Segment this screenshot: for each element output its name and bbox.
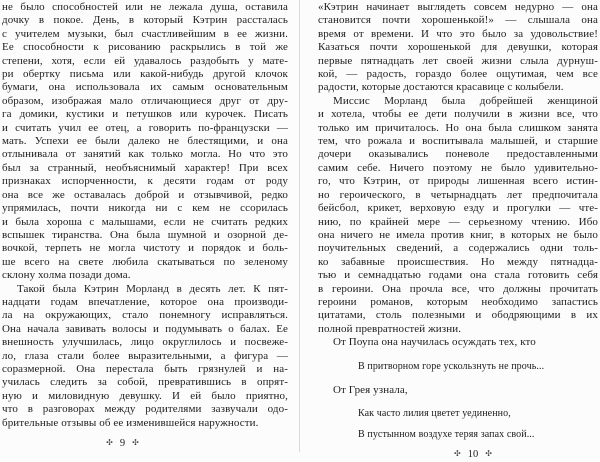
text-line: время от времени. И что это было за удовольствие! bbox=[318, 27, 598, 40]
text-line: но героического, в четырнадцать лет предпочитала bbox=[318, 188, 598, 201]
text-line: ную и миловидную девушку. И ей было приятно, bbox=[2, 389, 288, 402]
text-line: Ее способности к рисованию раскрылись в той же bbox=[2, 41, 288, 54]
text-line: степени, хотя, если ей удавалось раздобыть у мате- bbox=[2, 54, 288, 67]
text-line: го, что Кэтрин, от природы лишенная всего истин- bbox=[318, 175, 598, 188]
text-line: брительные отзывы об ее изменившейся наружности. bbox=[2, 416, 259, 429]
text-line: становится почти хорошенькой!» — слышала она bbox=[318, 14, 598, 27]
text-line: ко забавные происшествия. Но между пятнадца- bbox=[318, 255, 598, 268]
page-number-right: 10 bbox=[467, 448, 479, 460]
text-line: Как часто лилия цветет уединенно, bbox=[358, 407, 511, 419]
text-line: радости, которые достаются красавице с колыбели. bbox=[318, 81, 564, 94]
text-line: героини романов, которым необходимо запастись bbox=[318, 295, 598, 308]
text-line: От Поупа она научилась осуждать тех, кто bbox=[333, 336, 536, 349]
text-line: Она начала завивать волосы и подумывать о балах. Ее bbox=[2, 322, 288, 335]
fleuron-right-icon: ✣ bbox=[485, 448, 492, 458]
page-left bbox=[0, 0, 299, 452]
text-line: и хотела, чтобы ее дети получили в жизни все, что bbox=[318, 108, 598, 121]
text-line: Казаться почти хорошенькой для девушки, которая bbox=[318, 41, 598, 54]
text-line: образом, изображая мало отличающиеся друг от дру- bbox=[2, 94, 288, 107]
text-line: Такой была Кэтрин Морланд в десять лет. К пят- bbox=[17, 282, 288, 295]
page-right bbox=[300, 0, 600, 460]
text-line: ри обертку письма или какой-нибудь другой клочок bbox=[2, 68, 288, 81]
text-line: упрямилась, почти никогда ни с кем не ссорилась bbox=[2, 202, 288, 215]
text-line: цитатами, столь полезными и ободряющими в их bbox=[318, 309, 598, 322]
text-line: в героини. Она прочла все, что должны прочитать bbox=[318, 282, 598, 295]
text-line: первые пятнадцать лет своей жизни слыла дурнуш- bbox=[318, 54, 598, 67]
text-line: соразмерной. Она перестала быть грязнулей и на- bbox=[2, 362, 288, 375]
page-left-footer bbox=[0, 437, 272, 451]
text-line: был за странный, необъяснимый характер! При всех bbox=[2, 161, 288, 174]
fleuron-left-icon: ✣ bbox=[106, 438, 113, 447]
text-line: ше всего на свете любила скатываться по зеленому bbox=[2, 255, 288, 268]
text-line: В притворном горе ускользнуть не прочь... bbox=[358, 360, 545, 372]
text-line: дочери оказывались поневоле предоставленными bbox=[318, 148, 598, 161]
text-line: мать. Успехи ее были далеко не блестящими, и она bbox=[2, 135, 288, 148]
text-line: кой, — радость, гораздо более ощутимая, чем все bbox=[318, 68, 598, 81]
text-line: бейсбол, крикет, верховую езду и прогулки — чте- bbox=[318, 202, 598, 215]
text-line: тью и семнадцатью годами она стала готовить себя bbox=[318, 269, 598, 282]
fleuron-right-icon: ✣ bbox=[132, 438, 139, 447]
text-line: признаках испорченности, к десяти годам от роду bbox=[2, 175, 288, 188]
page-left-text bbox=[2, 0, 288, 430]
text-line: с учителем музыки, был счастливейшим в ее жизни. bbox=[2, 27, 288, 40]
page-right-footer bbox=[323, 448, 600, 462]
text-line: га домики, кустики и петушков или курочек. Писать bbox=[2, 108, 288, 121]
text-line: полной превратностей жизни. bbox=[318, 322, 462, 335]
page-right-text bbox=[318, 0, 598, 441]
text-line: и была хороша с малышами, если не считать редких bbox=[2, 215, 288, 228]
text-line: не было способностей или не лежала душа, оставила bbox=[2, 1, 288, 13]
text-line: тем, что рожала и воспитывала малышей, и старшие bbox=[318, 135, 598, 148]
text-line: дочку в покое. День, в который Кэтрин рассталась bbox=[2, 14, 288, 27]
text-line: Миссис Морланд была добрейшей женщиной bbox=[333, 94, 598, 107]
text-line: бумаги, она использовала их самым основательным bbox=[2, 81, 288, 94]
text-line: склону холма позади дома. bbox=[2, 269, 131, 282]
text-line: и считать учил ее отец, а говорить по-французски — bbox=[2, 121, 288, 134]
text-line: вспышек тиранства. Она была шумной и озорной де- bbox=[2, 228, 288, 241]
text-line: ла на окружающих, стало понемногу исправляться. bbox=[2, 309, 288, 322]
text-line: ло, глаза стали более выразительными, а фигура — bbox=[2, 349, 288, 362]
fleuron-left-icon: ✣ bbox=[454, 448, 461, 458]
text-line: что в разговорах между родителями зазвучали одо- bbox=[2, 403, 288, 416]
text-line: нию, по крайней мере — серьезному чтению. Ибо bbox=[318, 215, 598, 228]
text-line: надцати годам впечатление, которое она производи- bbox=[2, 295, 288, 308]
text-line: внешность улучшилась, лицо округлилось и посвеже- bbox=[2, 336, 288, 349]
text-line: От Грея узнала, bbox=[333, 383, 408, 396]
text-line: только им причиталось. Но она была слишком занята bbox=[318, 121, 598, 134]
text-line: она все же оставалась доброй и отзывчивой, редко bbox=[2, 188, 288, 201]
page-number-left: 9 bbox=[119, 438, 126, 449]
text-line: вочкой, терпеть не могла чистоту и порядок и боль- bbox=[2, 242, 288, 255]
text-line: отлынивала от занятий как только могла. Но что это bbox=[2, 148, 288, 161]
text-line: поучительных сведений, а содержались одни толь- bbox=[318, 242, 598, 255]
text-line: училась следить за собой, превратившись в опрят- bbox=[2, 376, 288, 389]
text-line: самим себе. Ничего поэтому не было удивительно- bbox=[318, 161, 598, 174]
text-line: она ничего не имела против книг, в которых не было bbox=[318, 228, 598, 241]
text-line: «Кэтрин начинает выглядеть совсем недурно — она bbox=[318, 1, 598, 13]
text-line: В пустынном воздухе теряя запах свой... bbox=[358, 428, 535, 440]
